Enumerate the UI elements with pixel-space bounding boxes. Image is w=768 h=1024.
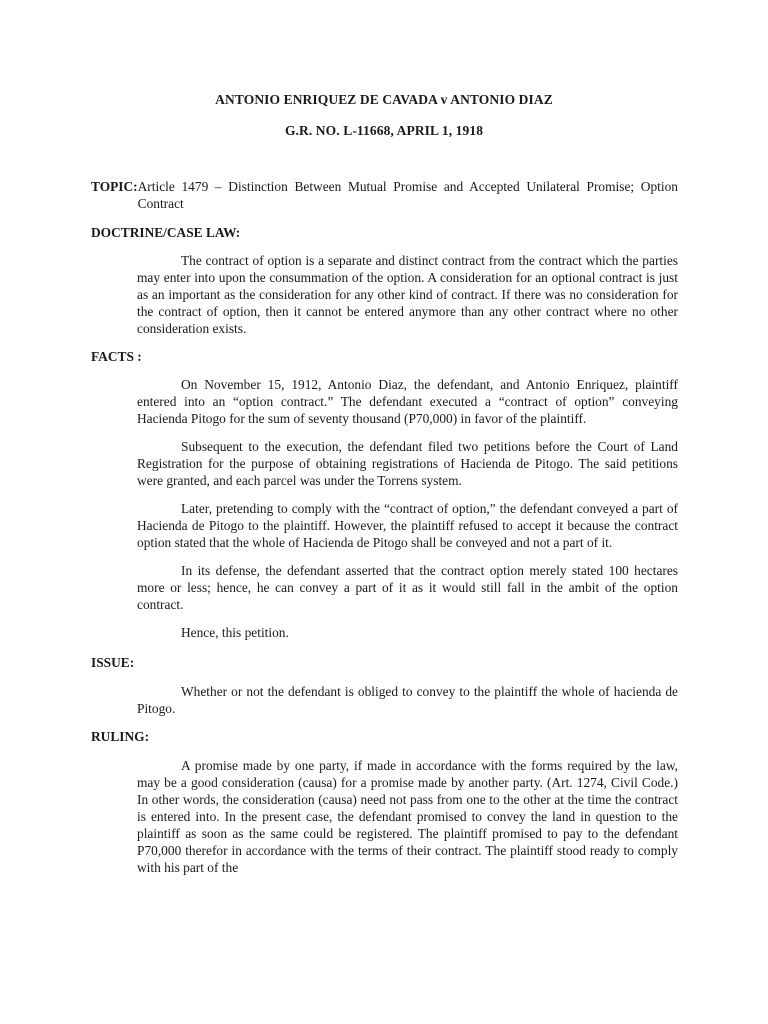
topic-text: Article 1479 – Distinction Between Mutual Promise and Accepted Unilateral Promise; Option Contract: [137, 179, 678, 211]
facts-heading: FACTS :: [91, 349, 142, 364]
facts-paragraph: In its defense, the defendant asserted that the contract option merely stated 100 hectares more or less; hence, he can convey a part of it as it would still fall in the ambit of the option contract.: [137, 563, 678, 612]
issue-heading: ISSUE:: [91, 655, 135, 670]
doctrine-paragraph: The contract of option is a separate and distinct contract from the contract which the parties may enter into upon the consummation of the option. A consideration for an optional contract is just as an important as the consideration for any other kind of contract. If there was no consideration for the contract of option, then it cannot be entered anymore than any other contract where no other consideration exists.: [137, 253, 678, 336]
facts-section: [137, 376, 678, 641]
case-header: [0, 92, 768, 139]
facts-paragraph: Subsequent to the execution, the defendant filed two petitions before the Court of Land Registration for the purpose of obtaining registrations of Hacienda de Pitogo. The said petitions were granted, and each parcel was under the Torrens system.: [137, 439, 678, 488]
ruling-heading: RULING:: [91, 729, 150, 744]
ruling-section: [137, 757, 678, 876]
topic-label: TOPIC:: [91, 179, 138, 194]
facts-paragraph: Later, pretending to comply with the “contract of option,” the defendant conveyed a part of Hacienda de Pitogo to the plaintiff. However, the plaintiff refused to accept it because the contract option stated that the whole of Hacienda de Pitogo shall be conveyed and not a part of it.: [137, 501, 678, 550]
case-number: G.R. NO. L-11668, APRIL 1, 1918: [284, 123, 484, 138]
issue-paragraph: Whether or not the defendant is obliged to convey to the plaintiff the whole of hacienda de Pitogo.: [137, 684, 678, 716]
doctrine-heading: DOCTRINE/CASE LAW:: [91, 225, 241, 240]
facts-paragraph: On November 15, 1912, Antonio Diaz, the defendant, and Antonio Enriquez, plaintiff entered into an “option contract.” The defendant executed a “contract of option” conveying Hacienda Pitogo for the sum of seventy thousand (P70,000) in favor of the plaintiff.: [137, 377, 678, 426]
doctrine-section: [137, 252, 678, 337]
document-body: [91, 178, 678, 876]
ruling-paragraph: A promise made by one party, if made in accordance with the forms required by the law, may be a good consideration (causa) for a promise made by another party. (Art. 1274, Civil Code.) In other words, the consideration (causa) need not pass from one to the other at the time the contract is entered into. In the present case, the defendant promised to convey the land in question to the plaintiff as soon as the same could be registered. The plaintiff promised to pay to the defendant P70,000 therefor in accordance with the terms of their contract. The plaintiff stood ready to comply with his part of the: [137, 758, 678, 875]
case-title: ANTONIO ENRIQUEZ DE CAVADA v ANTONIO DIAZ: [215, 92, 553, 107]
facts-paragraph: Hence, this petition.: [181, 625, 289, 640]
issue-section: [137, 683, 678, 717]
topic-section: [91, 178, 678, 212]
